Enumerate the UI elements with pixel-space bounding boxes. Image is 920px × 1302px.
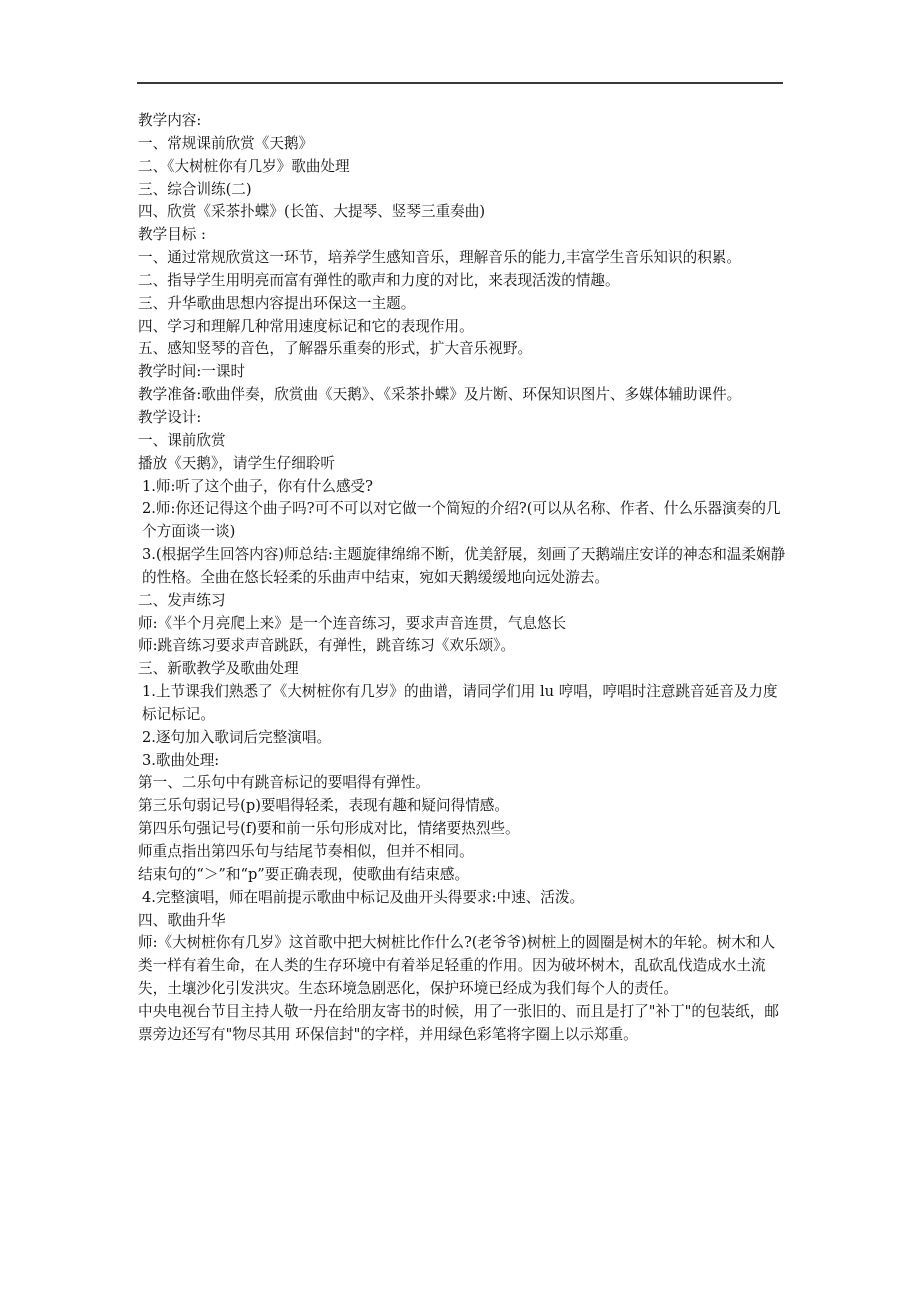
section-line: 2.师:你还记得这个曲子吗?可不可以对它做一个简短的介绍?(可以从名称、作者、什么乐器演奏的几个方面谈一谈) bbox=[142, 500, 781, 541]
section-line: 2.逐句加入歌词后完整演唱。 bbox=[142, 728, 332, 746]
time-line: 教学时间:一课时 bbox=[138, 363, 246, 381]
goal-item: 三、升华歌曲思想内容提出环保这一主题。 bbox=[138, 294, 416, 312]
header-rule bbox=[137, 82, 783, 84]
section-heading: 四、歌曲升华 bbox=[138, 911, 226, 929]
section-line: 播放《天鹅》，请学生仔细聆听 bbox=[138, 454, 336, 472]
section-heading: 三、新歌教学及歌曲处理 bbox=[138, 660, 299, 678]
section-line: 中央电视台节目主持人敬一丹在给朋友寄书的时候，用了一张旧的、而且是打了"补丁"的包装纸，邮票旁边还写有"物尽其用 环保信封"的字样，并用绿色彩笔将字圈上以示郑重。 bbox=[138, 1002, 779, 1043]
content-item: 一、常规课前欣赏《天鹅》 bbox=[138, 134, 314, 152]
design-heading: 教学设计: bbox=[138, 408, 202, 426]
content-item: 二、《大树桩你有几岁》歌曲处理 bbox=[138, 157, 350, 175]
section-line: 3.歌曲处理: bbox=[142, 751, 220, 769]
section-line: 结束句的“＞”和“p”要正确表现，使歌曲有结束感。 bbox=[138, 865, 470, 883]
section-line: 1.师:听了这个曲子，你有什么感受? bbox=[142, 477, 373, 495]
section-line: 师:跳音练习要求声音跳跃，有弹性，跳音练习《欢乐颂》。 bbox=[138, 637, 516, 655]
goal-item: 二、指导学生用明亮而富有弹性的歌声和力度的对比，来表现活泼的情趣。 bbox=[138, 271, 620, 289]
section-line: 第四乐句强记号(f)要和前一乐句形成对比，情绪要热烈些。 bbox=[138, 820, 520, 838]
section-line: 第三乐句弱记号(p)要唱得轻柔，表现有趣和疑问得情感。 bbox=[138, 797, 509, 815]
goal-item: 一、通过常规欣赏这一环节，培养学生感知音乐，理解音乐的能力,丰富学生音乐知识的积累。 bbox=[138, 249, 741, 267]
content-heading: 教学内容: bbox=[138, 112, 202, 129]
goal-item: 四、学习和理解几种常用速度标记和它的表现作用。 bbox=[138, 317, 474, 335]
goal-item: 五、感知竖琴的音色，了解器乐重奏的形式，扩大音乐视野。 bbox=[138, 340, 533, 358]
section-heading: 二、发声练习 bbox=[138, 591, 226, 609]
section-line: 3.(根据学生回答内容)师总结:主题旋律绵绵不断，优美舒展，刻画了天鹅端庄安详的神态和温柔娴静的性格。全曲在悠长轻柔的乐曲声中结束，宛如天鹅缓缓地向远处游去。 bbox=[142, 546, 786, 586]
content-item: 三、综合训练(二) bbox=[138, 180, 252, 198]
section-line: 第一、二乐句中有跳音标记的要唱得有弹性。 bbox=[138, 774, 430, 792]
section-heading: 一、课前欣赏 bbox=[138, 431, 226, 449]
goals-heading: 教学目标 : bbox=[138, 226, 206, 244]
content-item: 四、欣赏《采茶扑蝶》(长笛、大提琴、竖琴三重奏曲) bbox=[138, 203, 486, 221]
section-line: 师:《半个月亮爬上来》是一个连音练习，要求声音连贯，气息悠长 bbox=[138, 614, 567, 632]
section-line: 4.完整演唱，师在唱前提示歌曲中标记及曲开头得要求:中速、活泼。 bbox=[142, 888, 585, 906]
document-body bbox=[138, 110, 786, 1047]
prep-line: 教学准备:歌曲伴奏，欣赏曲《天鹅》、《采茶扑蝶》及片断、环保知识图片、多媒体辅助课件。 bbox=[138, 386, 742, 404]
section-line: 师:《大树桩你有几岁》这首歌中把大树桩比作什么?(老爷爷)树桩上的圆圈是树木的年轮。树木和人类一样有着生命，在人类的生存环境中有着举足轻重的作用。因为破坏树木，乱砍乱伐造成水土流失，土壤沙化引发洪灾。生态环境急剧恶化，保护环境已经成为我们每个人的责任。 bbox=[138, 934, 776, 998]
section-line: 1.上节课我们熟悉了《大树桩你有几岁》的曲谱，请同学们用 lu 哼唱，哼唱时注意跳音延音及力度标记标记。 bbox=[142, 683, 778, 723]
section-line: 师重点指出第四乐句与结尾节奏相似，但并不相同。 bbox=[138, 843, 474, 860]
